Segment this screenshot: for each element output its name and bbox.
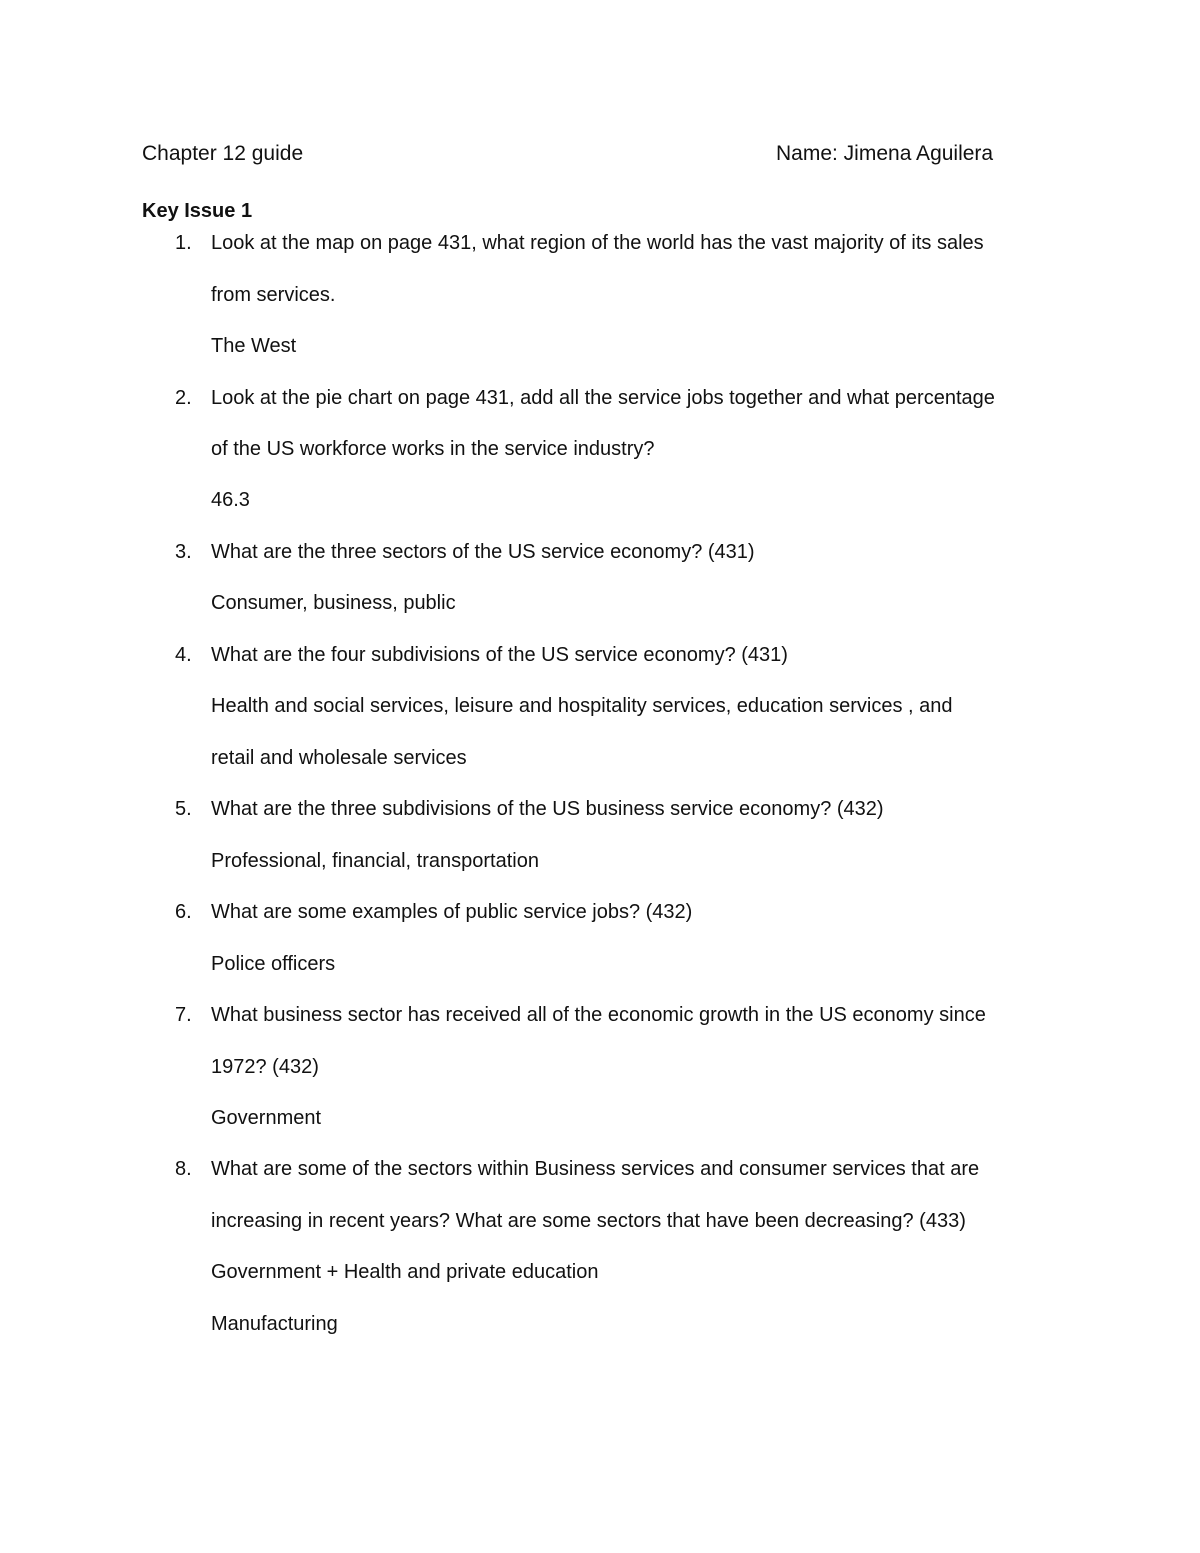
student-name: Name: Jimena Aguilera [776,142,994,165]
answer-text: Police officers [211,953,336,975]
question-number: 4. [175,644,192,666]
question-number: 8. [175,1158,192,1180]
answer-text: retail and wholesale services [211,747,467,769]
question-number: 1. [175,232,192,254]
question-text: What are the three sectors of the US service economy? (431) [211,541,755,563]
question-number: 7. [175,1004,192,1026]
answer-text: 46.3 [211,489,250,511]
question-text: What are the three subdivisions of the US business service economy? (432) [211,798,884,820]
question-number: 2. [175,387,192,409]
question-text: 1972? (432) [211,1056,319,1078]
question-text: What are some examples of public service jobs? (432) [211,901,693,923]
question-text: What are some of the sectors within Business services and consumer services that are [211,1158,980,1180]
question-number: 5. [175,798,192,820]
question-text: Look at the map on page 431, what region of the world has the vast majority of its sales [211,232,984,254]
question-number: 6. [175,901,192,923]
answer-text: Government + Health and private education [211,1261,599,1283]
answer-text: Consumer, business, public [211,592,456,614]
question-text: What are the four subdivisions of the US service economy? (431) [211,644,788,666]
question-text: from services. [211,284,336,306]
answer-text: Professional, financial, transportation [211,850,539,872]
question-text: What business sector has received all of the economic growth in the US economy since [211,1004,986,1026]
question-text: of the US workforce works in the service industry? [211,438,655,460]
section-heading: Key Issue 1 [142,200,253,222]
answer-text: Health and social services, leisure and hospitality services, education services , and [211,695,953,717]
question-text: Look at the pie chart on page 431, add all the service jobs together and what percentage [211,387,995,409]
answer-text: Government [211,1107,322,1129]
answer-text: Manufacturing [211,1313,338,1335]
question-number: 3. [175,541,192,563]
answer-text: The West [211,335,297,357]
question-text: increasing in recent years? What are some sectors that have been decreasing? (433) [211,1210,966,1232]
document-title: Chapter 12 guide [142,142,304,165]
